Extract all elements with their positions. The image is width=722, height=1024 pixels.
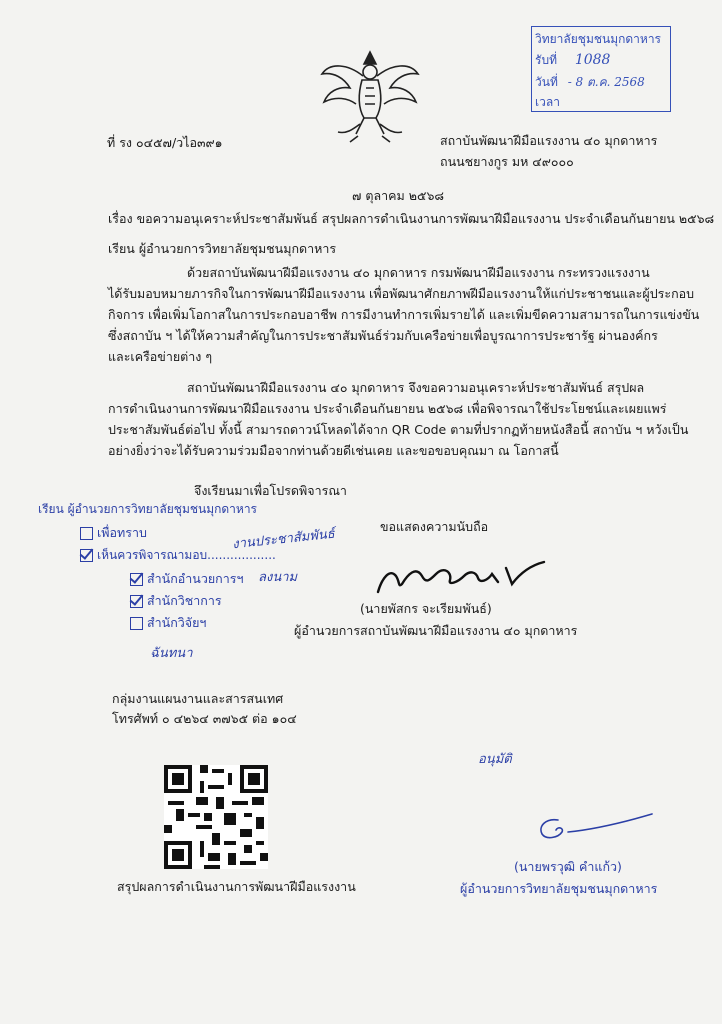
body-para1-line4: ซึ่งสถาบัน ฯ ได้ให้ความสำคัญในการประชาสัมพันธ์ร่วมกับเครือข่ายเพื่อบูรณาการประชารัฐ ผ่านองค์กร bbox=[108, 328, 658, 343]
checkbox-research-office bbox=[130, 617, 143, 630]
checkbox-admin-office bbox=[130, 573, 143, 586]
body-para2-line4: อย่างยิ่งว่าจะได้รับความร่วมมือจากท่านด้วยดีเช่นเคย และขอขอบคุณมา ณ โอกาสนี้ bbox=[108, 443, 559, 458]
reference-number: ที่ รง ๐๔๕๗/วไอ๓๙๑ bbox=[107, 135, 223, 150]
routing-sub-academic: สำนักวิชาการ bbox=[130, 592, 222, 610]
garuda-emblem-icon bbox=[318, 44, 422, 148]
letter-date: ๗ ตุลาคม ๒๕๖๘ bbox=[352, 188, 445, 203]
sender-org: สถาบันพัฒนาฝีมือแรงงาน ๔๐ มุกดาหาร bbox=[440, 133, 658, 148]
qr-code[interactable] bbox=[164, 765, 268, 869]
contact-phone: โทรศัพท์ ๐ ๔๒๖๔ ๓๗๖๕ ต่อ ๑๐๔ bbox=[112, 711, 297, 726]
routing-heading: เรียน ผู้อำนวยการวิทยาลัยชุมชนมุกดาหาร bbox=[38, 502, 257, 516]
body-para2-line3: ประชาสัมพันธ์ต่อไป ทั้งนี้ สามารถดาวน์โหลดได้จาก QR Code ตามที่ปรากฏท้ายหนังสือนี้ สถาบัน ฯ หวังเป็น bbox=[108, 422, 689, 437]
sender-signature-icon bbox=[372, 548, 552, 598]
contact-division: กลุ่มงานแผนงานและสารสนเทศ bbox=[112, 691, 284, 706]
qr-code-icon bbox=[164, 765, 268, 869]
salutation: เรียน ผู้อำนวยการวิทยาลัยชุมชนมุกดาหาร bbox=[108, 241, 337, 256]
stamp-date-value: - 8 ต.ค. 2568 bbox=[567, 75, 645, 89]
approver-position: ผู้อำนวยการวิทยาลัยชุมชนมุกดาหาร bbox=[460, 881, 658, 896]
body-para1-line2: ได้รับมอบหมายภารกิจในการพัฒนาฝีมือแรงงาน เพื่อพัฒนาศักยภาพฝีมือแรงงานให้แก่ประชาชนและผู้ประกอบ bbox=[108, 286, 695, 301]
routing-sub-research: สำนักวิจัยฯ bbox=[130, 614, 206, 632]
routing-item-assign: เห็นควรพิจารณามอบ.................. bbox=[80, 546, 276, 564]
subject-line: เรื่อง ขอความอนุเคราะห์ประชาสัมพันธ์ สรุปผลการดำเนินงานการพัฒนาฝีมือแรงงาน ประจำเดือนกันยายน ๒๕๖๘ bbox=[108, 211, 715, 226]
body-para1-line1: ด้วยสถาบันพัฒนาฝีมือแรงงาน ๔๐ มุกดาหาร กรมพัฒนาฝีมือแรงงาน กระทรวงแรงงาน bbox=[187, 265, 650, 280]
handwritten-name: ฉันทนา bbox=[150, 646, 193, 661]
body-para2-line2: การดำเนินงานการพัฒนาฝีมือแรงงาน ประจำเดือนกันยายน ๒๕๖๘ เพื่อพิจารณาใช้ประโยชน์และเผยแพร่ bbox=[108, 401, 667, 416]
stamp-received-no: 1088 bbox=[574, 52, 611, 68]
handwritten-sign-note: ลงนาม bbox=[258, 570, 298, 585]
stamp-received-label: รับที่ bbox=[535, 53, 557, 67]
body-para1-line3: กิจการ เพื่อเพิ่มโอกาสในการประกอบอาชีพ การมีงานทำการเพิ่มรายได้ และเพิ่มขีดความสามารถในการแข่งขัน bbox=[108, 307, 700, 322]
checkbox-assign bbox=[80, 549, 93, 562]
checkbox-academic-office bbox=[130, 595, 143, 608]
routing-item-acknowledge: เพื่อทราบ bbox=[80, 524, 147, 542]
routing-sub-admin: สำนักอำนวยการฯ bbox=[130, 570, 244, 588]
regards-line: ขอแสดงความนับถือ bbox=[380, 519, 489, 534]
approver-signature-icon bbox=[528, 806, 668, 846]
body-para2-line1: สถาบันพัฒนาฝีมือแรงงาน ๔๐ มุกดาหาร จึงขอความอนุเคราะห์ประชาสัมพันธ์ สรุปผล bbox=[187, 380, 645, 395]
stamp-date-label: วันที่ bbox=[535, 75, 558, 89]
receipt-stamp bbox=[531, 26, 671, 112]
sender-name: (นายพัสกร จะเรียมพันธ์) bbox=[360, 601, 492, 616]
body-para1-line5: และเครือข่ายต่าง ๆ bbox=[108, 349, 213, 364]
handwritten-assign-note: งานประชาสัมพันธ์ bbox=[231, 526, 336, 553]
checkbox-acknowledge bbox=[80, 527, 93, 540]
qr-caption: สรุปผลการดำเนินงานการพัฒนาฝีมือแรงงาน bbox=[117, 879, 356, 894]
sender-position: ผู้อำนวยการสถาบันพัฒนาฝีมือแรงงาน ๔๐ มุกดาหาร bbox=[294, 623, 578, 638]
closing-line: จึงเรียนมาเพื่อโปรดพิจารณา bbox=[194, 483, 347, 498]
sender-address: ถนนชยางกูร มห ๔๙๐๐๐ bbox=[440, 154, 574, 169]
handwritten-approval-note: อนุมัติ bbox=[478, 752, 512, 767]
stamp-time-label: เวลา bbox=[535, 95, 560, 109]
approver-name: (นายพรวุฒิ คำแก้ว) bbox=[514, 859, 622, 874]
stamp-org: วิทยาลัยชุมชนมุกดาหาร bbox=[535, 32, 662, 46]
